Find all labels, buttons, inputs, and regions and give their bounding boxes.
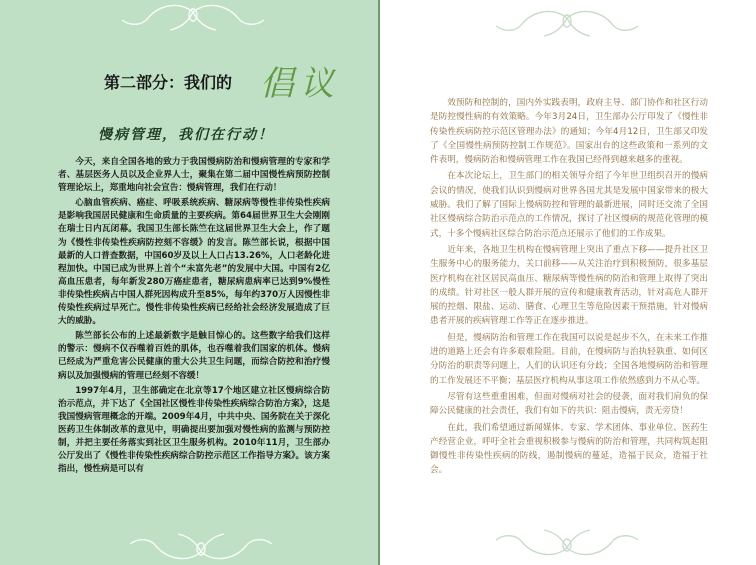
calligraphy-title: 倡议	[260, 64, 340, 104]
paragraph: 效预防和控制的，国内外实践表明，政府主导、部门协作和社区行动是防控慢性病的有效策略。今年3月24日，卫生部办公厅印发了《慢性非传染性疾病防控示范区管理办法》的通知；今年4月12日，卫生部又印发了《全国慢性病预防控制工作规范》。国家出台的这些政策和一系列的文件表明，慢病防治和慢病管理工作在我国已经得到越来越多的重视。	[430, 98, 708, 166]
floral-ornament-icon	[492, 524, 642, 558]
left-body-text	[58, 156, 330, 478]
floral-ornament-icon	[492, 8, 642, 42]
floral-ornament-icon	[118, 2, 268, 36]
section-heading	[104, 56, 354, 116]
paragraph: 但是，慢病防治和管理工作在我国可以说是起步不久，在未来工作推进的道路上还会有许多艰难险阻。目前，在慢病防与治执轻孰重、如何区分防治的职责等问题上，人们的认识还有分歧；全国各地慢病防治和管理的工作发展还不平衡；基层医疗机构从事这项工作依然感到力不从心等。	[430, 332, 708, 386]
floral-ornament-icon	[126, 528, 276, 562]
slogan: 慢病管理，我们在行动！	[98, 127, 274, 143]
right-body-text	[430, 96, 708, 480]
paragraph: 今天，来自全国各地的致力于我国慢病防治和慢病管理的专家和学者、基层医务人员以及企业界人士，聚集在第二届中国慢性病预防控制管理论坛上，郑重地向社会宣告：慢病管理，我们在行动！	[58, 157, 330, 194]
paragraph: 心脑血管疾病、癌症、呼吸系统疾病、糖尿病等慢性非传染性疾病是影响我国居民健康和生命质量的主要疾病。第64届世界卫生大会刚刚在瑞士日内瓦闭幕。我国卫生部长陈竺在这届世界卫生大会上，作了题为《慢性非传染性疾病防控刻不容缓》的发言。陈竺部长说，根据中国最新的人口普查数据，中国60岁及以上人口占13.26%，人口老龄化进程加快。中国已成为世界上首个“未富先老”的发展中大国。中国有2亿高血压患者，每年新发280万癌症患者，糖尿病患病率已达到9%慢性非传染性疾病占中国人群死因构成升至85%，每年约370万人因慢性非传染性疾病过早死亡。慢性非传染性疾病已经给社会经济发展造成了巨大的威胁。	[58, 198, 330, 327]
paragraph: 在本次论坛上，卫生部门的相关领导介绍了今年世卫组织召开的慢病会议的情况，使我们认识到慢病对世界各国尤其是发展中国家带来的极大威胁。我们了解了国际上慢病防控和管理的最新进展，同时还交流了全国社区慢病综合防治示范点的工作情况，探讨了社区慢病的规范化管理的模式，十多个慢病社区综合防治示范点还展示了他们的工作成果。	[430, 171, 708, 239]
paragraph: 1997年4月，卫生部确定在北京等17个地区建立社区慢病综合防治示范点，并下达了《全国社区慢性非传染性疾病综合防治方案》，这是我国慢病管理概念的开端。2009年4月，中共中央、国务院在关于深化医药卫生体制改革的意见中，明确提出要加强对慢性病的监测与预防控制，并把主要任务落实到社区卫生服务机构。2010年11月，卫生部办公厅发出了《慢性非传染性疾病综合防控示范区工作指导方案》。该方案指出，慢性病是可以有	[58, 385, 330, 475]
paragraph: 陈竺部长公布的上述最新数字是触目惊心的。这些数字给我们这样的警示：慢病不仅吞噬着百姓的肌体，也吞噬着我们国家的机体。慢病已经成为严重危害公民健康的重大公共卫生问题，而综合防控和治疗慢病以及加强慢病的管理已经刻不容缓！	[58, 331, 330, 381]
paragraph: 尽管有这些重重困难，但面对慢病对社会的侵袭，面对我们肩负的保障公民健康的社会责任，我们有如下的共识：阻击慢病，责无旁贷！	[430, 391, 708, 417]
paragraph: 在此，我们希望通过新闻媒体、专家、学术团体、事业单位、医药生产经营企业，呼吁全社会重视积极参与慢病的防治和管理，共同构筑起阻御慢性非传染性疾病的防线，遏制慢病的蔓延，造福于民众，造福于社会。	[430, 422, 708, 476]
paragraph: 近年来，各地卫生机构在慢病管理上突出了重点下移——提升社区卫生服务中心的服务能力，关口前移——从关注治疗到积极预防，很多基层医疗机构在社区居民高血压、糖尿病等慢性病的防治和管理上取得了突出的成绩。针对社区一般人群开展的宣传和健康教育活动，针对高危人群开展的控烟、限盐、运动、膳食、心理卫生等危险因素干预措施，针对慢病患者开展的疾病管理工作等正在逐步推进。	[430, 244, 708, 327]
section-title: 第二部分：我们的	[104, 73, 233, 92]
